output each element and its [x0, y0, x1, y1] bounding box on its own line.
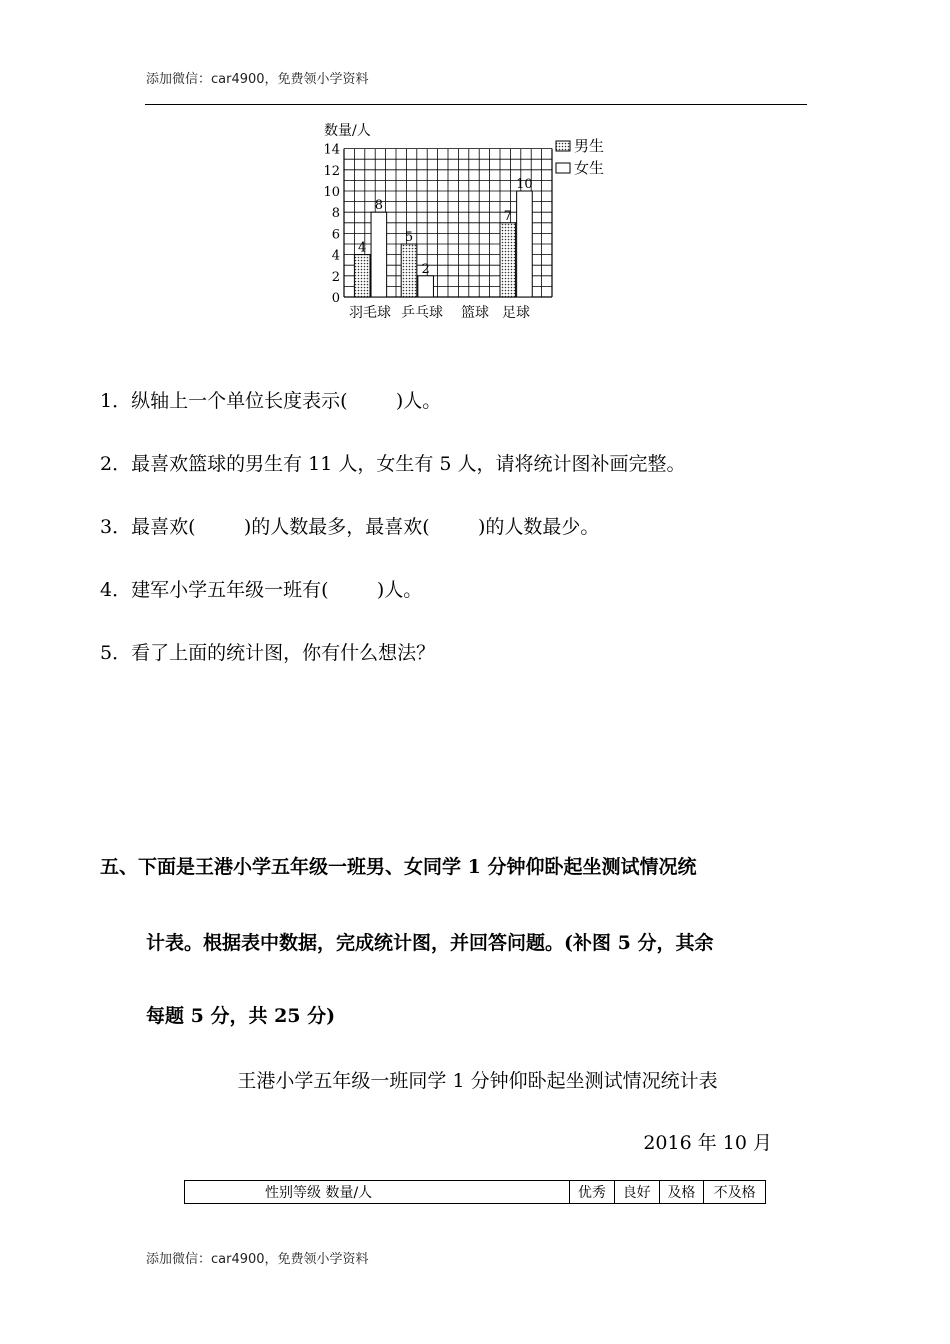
col-excellent: 优秀: [570, 1181, 615, 1204]
bar-value-label: 10: [516, 177, 533, 192]
bar-boys: [401, 244, 417, 297]
question-5: 5．看了上面的统计图，你有什么想法？: [100, 642, 436, 664]
stat-table: [184, 1180, 766, 1204]
bar-value-label: 8: [374, 198, 383, 214]
bar-boys: [500, 223, 516, 297]
y-axis-label: 数量/人: [324, 123, 371, 139]
bar-value-label: 2: [421, 261, 430, 277]
table-header-row: [185, 1181, 766, 1204]
col-pass: 及格: [659, 1181, 704, 1204]
x-category-label: 篮球: [461, 305, 489, 321]
legend-label: 男生: [574, 137, 605, 155]
question-2: 2．最喜欢篮球的男生有 11 人，女生有 5 人，请将统计图补画完整。: [100, 453, 686, 475]
x-category-label: 足球: [502, 305, 530, 321]
bar-girls: [418, 276, 434, 297]
table-header-cell: 性别等级 数量/人: [185, 1181, 570, 1204]
bar-value-label: 7: [503, 208, 512, 224]
table-title: 王港小学五年级一班同学 1 分钟仰卧起坐测试情况统计表: [237, 1070, 718, 1092]
question-4: 4．建军小学五年级一班有( )人。: [100, 579, 423, 601]
y-tick-label: 8: [331, 206, 340, 222]
y-tick-label: 6: [331, 227, 340, 243]
legend-label: 女生: [574, 159, 605, 177]
y-tick-label: 2: [331, 269, 340, 285]
col-fail: 不及格: [704, 1181, 766, 1204]
y-tick-label: 0: [331, 291, 340, 306]
table-date: 2016 年 10 月: [643, 1132, 772, 1154]
legend-swatch: [556, 163, 570, 173]
legend-swatch: [556, 141, 570, 151]
bar-girls: [517, 191, 533, 297]
header-rule: [145, 104, 807, 105]
x-category-label: 乒乓球: [401, 305, 443, 321]
y-tick-label: 10: [323, 185, 340, 200]
question-1: 1．纵轴上一个单位长度表示( )人。: [100, 390, 442, 412]
header-note: 添加微信：car4900，免费领小学资料: [146, 72, 369, 87]
bar-girls: [371, 212, 387, 297]
y-tick-label: 14: [323, 142, 340, 158]
y-tick-label: 4: [331, 248, 340, 264]
section-5-line-2: 计表。根据表中数据，完成统计图，并回答问题。(补图 5 分，其余: [146, 932, 714, 954]
y-tick-label: 12: [323, 163, 340, 179]
bar-boys: [354, 255, 370, 297]
x-category-label: 羽毛球: [349, 305, 391, 321]
section-5-line-3: 每题 5 分，共 25 分): [146, 1005, 336, 1027]
bar-chart: [300, 115, 620, 325]
bar-value-label: 5: [404, 230, 414, 245]
bar-value-label: 4: [358, 240, 367, 256]
footer-note: 添加微信：car4900，免费领小学资料: [146, 1252, 369, 1267]
question-3: 3．最喜欢( )的人数最多，最喜欢( )的人数最少。: [100, 516, 600, 538]
col-good: 良好: [614, 1181, 659, 1204]
section-5-line-1: 五、下面是王港小学五年级一班男、女同学 1 分钟仰卧起坐测试情况统: [100, 856, 697, 878]
